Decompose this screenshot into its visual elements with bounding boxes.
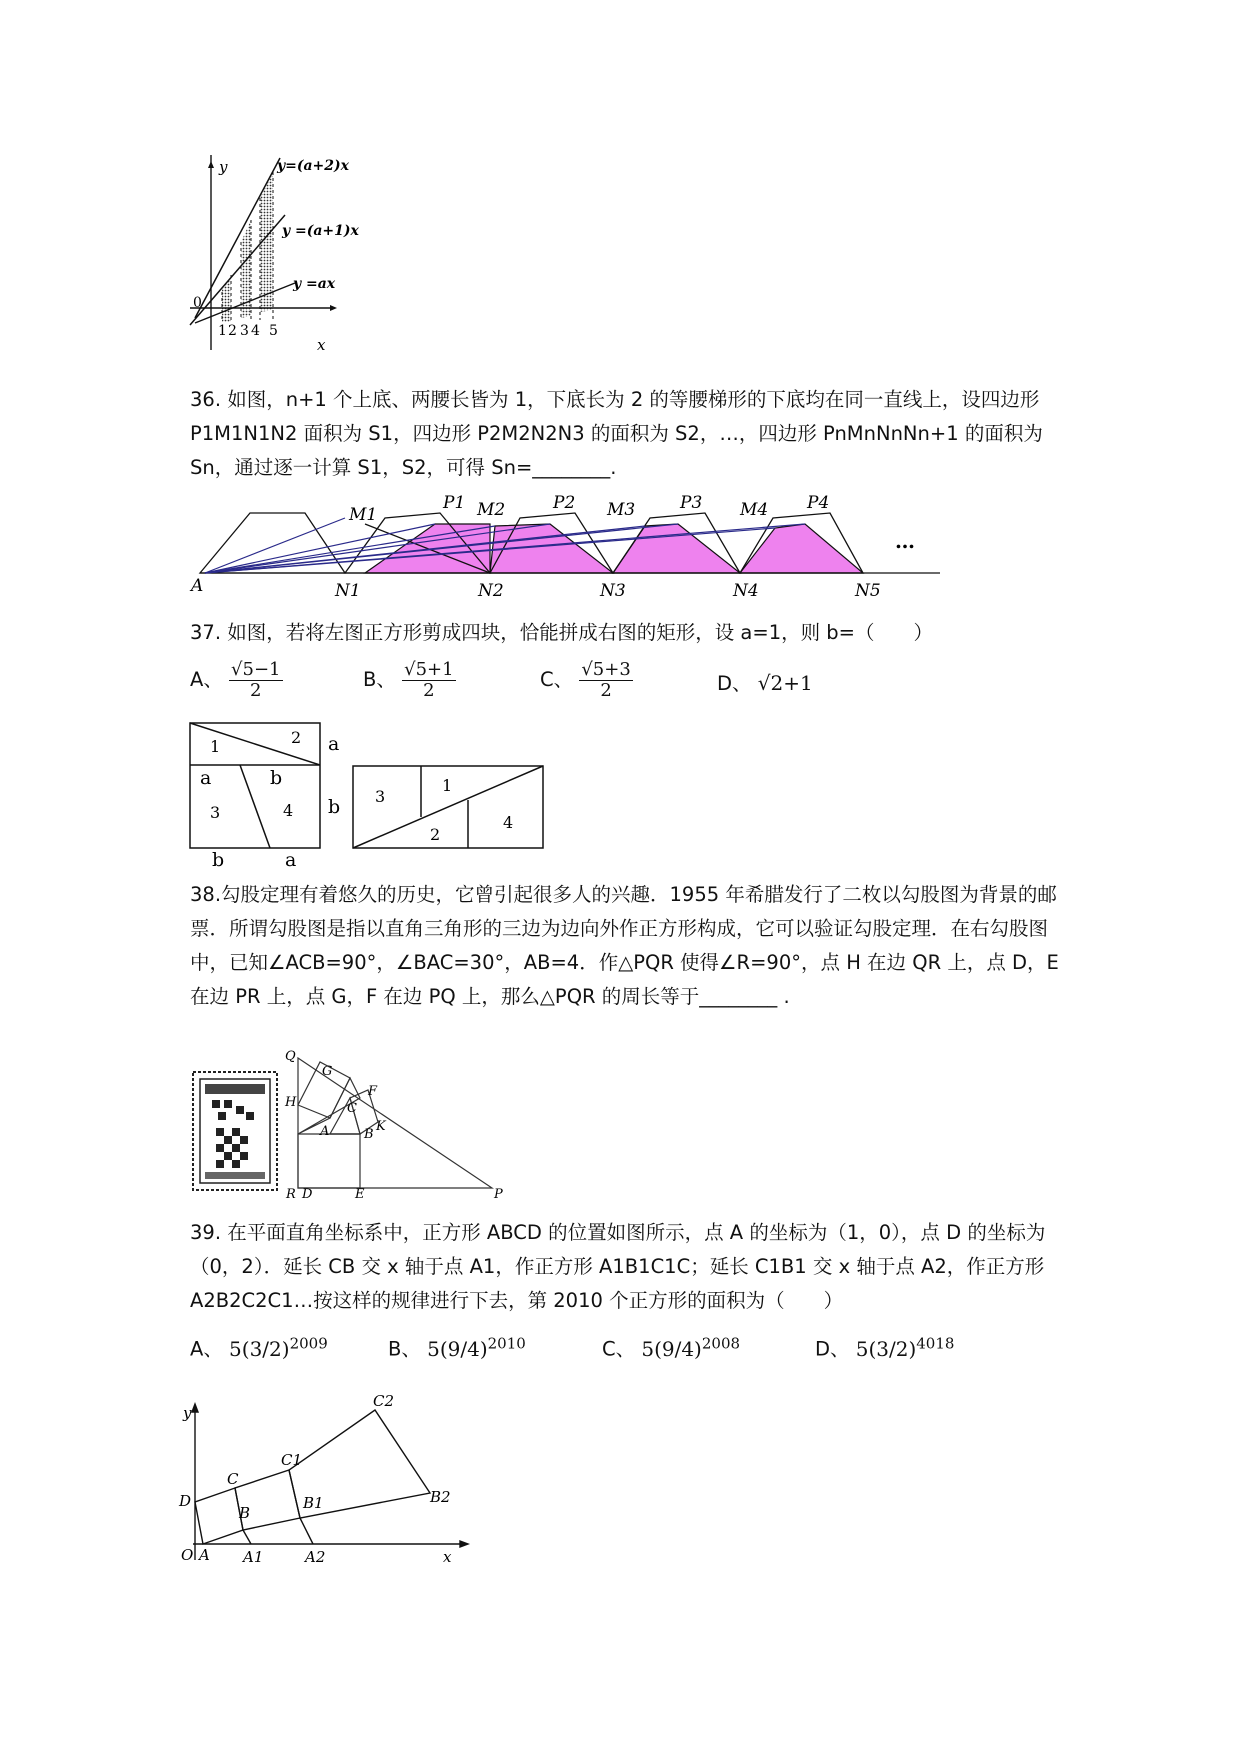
- question-38-text: 38.勾股定理有着悠久的历史，它曾引起很多人的兴趣．1955 年希腊发行了二枚以勾股图为背景的邮票．所谓勾股图是指以直角三角形的三边为边向外作正方形构成，它可以验证勾股定理．在右勾股图中，已知∠ACB=90°，∠BAC=30°，AB=4．作△PQR 使得∠R=90°，点 H 在边 QR 上，点 D，E 在边 PR 上，点 G，F 在边 PQ 上，那么△PQR 的周长等于________ .: [190, 883, 1059, 1008]
- piece-label: 3: [375, 787, 386, 806]
- option-c[interactable]: [540, 660, 633, 701]
- point-label: E: [355, 1187, 365, 1202]
- y-axis-label: y: [219, 158, 228, 176]
- option-label: D、: [815, 1337, 850, 1361]
- tick-label: 2: [228, 323, 237, 339]
- point-label-P: P2: [553, 493, 576, 513]
- question-36-text: 36. 如图，n+1 个上底、两腰长皆为 1，下底长为 2 的等腰梯形的下底均在同一直线上，设四边形 P1M1N1N2 面积为 S1，四边形 P2M2N2N3 的面积为 S2，…，四边形 PnMnNnNn+1 的面积为 Sn，通过逐一计算 S1，S2，可得 Sn=________.: [190, 388, 1043, 479]
- figure-q38-pythagoras: [190, 1050, 520, 1200]
- shaded-quad: [740, 524, 863, 573]
- point-label-A: A: [191, 576, 204, 596]
- math-expression: √2+1: [757, 671, 813, 695]
- point-label-P: P1: [443, 493, 466, 513]
- point-label: Q: [285, 1049, 296, 1064]
- point-label: A: [320, 1124, 330, 1139]
- point-label: R: [286, 1187, 296, 1202]
- piece-label: 1: [442, 776, 453, 795]
- point-label: A: [199, 1546, 210, 1564]
- line-label: y =(a+1)x: [282, 223, 359, 239]
- point-label-M: M2: [477, 500, 506, 520]
- option-label: D、: [717, 672, 752, 695]
- point-label: C2: [373, 1392, 395, 1410]
- option-label: A、: [190, 1337, 223, 1361]
- question-39-text: 39. 在平面直角坐标系中，正方形 ABCD 的位置如图所示，点 A 的坐标为（1，0），点 D 的坐标为（0，2）．延长 CB 交 x 轴于点 A1，作正方形 A1B1C1C；延长 C1B1 交 x 轴于点 A2，作正方形 A2B2C2C1…按这样的规律进行下去，第 2010 个正方形的面积为（ ）: [190, 1221, 1046, 1312]
- piece-label: 4: [283, 801, 294, 820]
- option-label: B、: [363, 668, 396, 691]
- option-b[interactable]: [363, 660, 456, 701]
- point-label: B: [239, 1504, 251, 1522]
- figure-q39-squares: [179, 1390, 485, 1570]
- tick-label: 4: [251, 323, 260, 339]
- piece-label: 3: [210, 803, 221, 822]
- option-b[interactable]: [388, 1328, 526, 1365]
- point-label: G: [322, 1064, 333, 1079]
- fraction: $\frac{√5+1}{2}$: [404, 659, 454, 701]
- origin-label: 0: [193, 295, 202, 311]
- tick-label: 3: [240, 323, 249, 339]
- point-label-N: N1: [335, 581, 361, 601]
- axis-label: y: [183, 1404, 192, 1422]
- point-label: C1: [281, 1451, 303, 1469]
- option-label: C、: [602, 1337, 636, 1361]
- point-label-N: N4: [733, 581, 759, 601]
- x-axis-label: x: [317, 336, 326, 354]
- point-label: O: [181, 1546, 194, 1564]
- point-label: P: [494, 1187, 503, 1202]
- piece-label: 2: [430, 825, 441, 844]
- side-label: a: [285, 849, 297, 871]
- fraction: $\frac{√5+3}{2}$: [581, 659, 631, 701]
- point-label-M: M4: [740, 500, 769, 520]
- math-expression: $5(3/2)^{4018}$: [855, 1334, 955, 1361]
- math-expression: $5(9/4)^{2008}$: [641, 1334, 741, 1361]
- point-label: D: [179, 1492, 192, 1510]
- point-label-N: N3: [600, 581, 626, 601]
- fraction: $\frac{√5-1}{2}$: [231, 659, 281, 701]
- option-label: A、: [190, 668, 223, 691]
- side-label: b: [212, 849, 225, 871]
- axis-label: x: [443, 1548, 452, 1566]
- point-label: H: [285, 1095, 297, 1110]
- piece-label: 4: [503, 813, 514, 832]
- option-label: C、: [540, 668, 574, 691]
- option-a[interactable]: [190, 660, 283, 701]
- side-label: a: [200, 767, 212, 789]
- point-label: B1: [303, 1494, 324, 1512]
- point-label: A1: [243, 1548, 264, 1566]
- point-label: A2: [305, 1548, 326, 1566]
- tick-label: 5: [269, 323, 278, 339]
- point-label: K: [376, 1119, 386, 1134]
- point-label: C: [227, 1470, 239, 1488]
- math-expression: $5(9/4)^{2010}$: [427, 1334, 526, 1361]
- line-label: y =ax: [293, 276, 336, 292]
- figure-q37-square-rectangle: [185, 718, 555, 871]
- tick-label: 1: [218, 323, 227, 339]
- option-label: B、: [388, 1337, 421, 1361]
- option-a[interactable]: [190, 1328, 328, 1365]
- point-label-M: M3: [607, 500, 636, 520]
- math-expression: $5(3/2)^{2009}$: [229, 1334, 328, 1361]
- ellipsis: …: [895, 529, 915, 553]
- point-label-P: P4: [807, 493, 830, 513]
- option-d[interactable]: [717, 668, 813, 699]
- side-label: b: [270, 767, 283, 789]
- option-d[interactable]: [815, 1328, 954, 1365]
- figure-q36-trapezoids: [191, 488, 945, 603]
- point-label: B: [364, 1127, 374, 1142]
- point-label: D: [302, 1187, 313, 1202]
- point-label-N: N5: [855, 581, 881, 601]
- option-c[interactable]: [602, 1328, 740, 1365]
- point-label: C: [347, 1101, 357, 1116]
- point-label-N: N2: [478, 581, 504, 601]
- side-label: b: [328, 796, 341, 818]
- point-label: B2: [430, 1488, 451, 1506]
- piece-label: 2: [291, 728, 302, 747]
- line-label: y=(a+2)x: [277, 158, 350, 174]
- side-label: a: [328, 733, 340, 755]
- point-label-P: P3: [680, 493, 703, 513]
- question-37-text: 37. 如图，若将左图正方形剪成四块，恰能拼成右图的矩形，设 a=1，则 b=（ ）: [190, 621, 934, 644]
- point-label: F: [368, 1084, 378, 1099]
- figure-q35-graph: [185, 160, 415, 360]
- piece-label: 1: [210, 737, 221, 756]
- point-label-M: M1: [349, 505, 378, 525]
